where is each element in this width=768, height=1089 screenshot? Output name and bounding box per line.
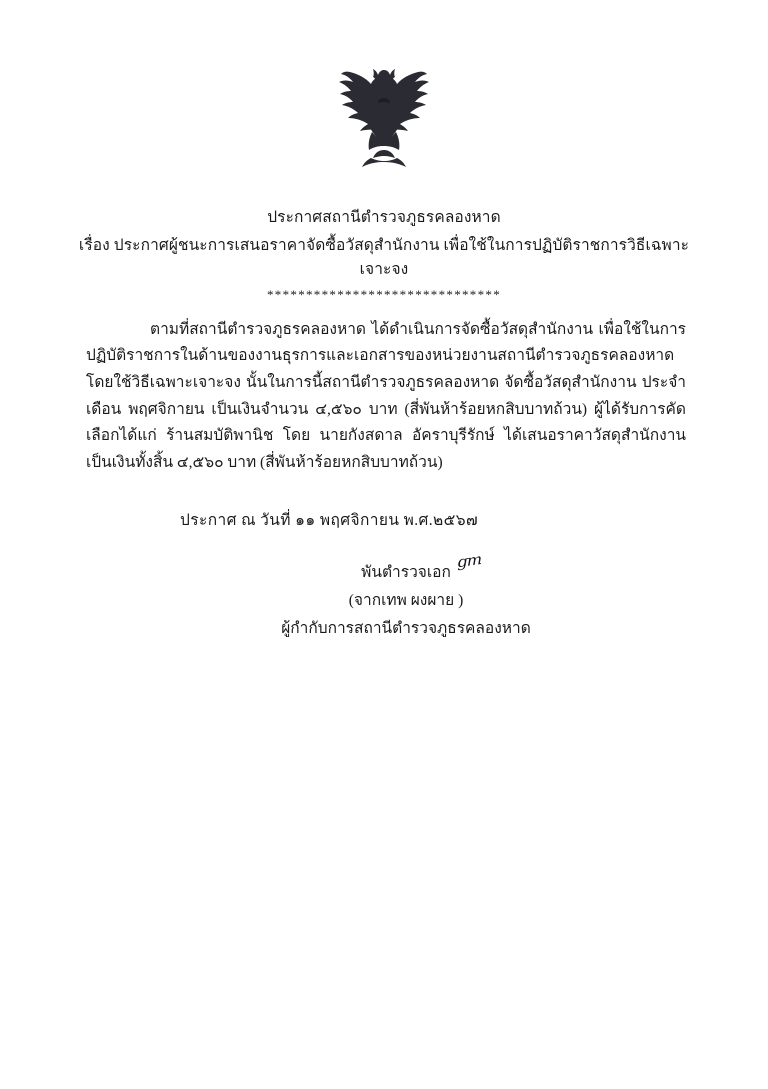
- signer-position: ผู้กำกับการสถานีตำรวจภูธรคลองหาด: [281, 620, 531, 637]
- signature-block: [72, 548, 696, 643]
- signer-name: (จากเทพ ผงผาย ): [348, 592, 464, 610]
- document-body: [72, 317, 696, 477]
- signature-rank-row: [361, 548, 484, 587]
- document-title: ประกาศสถานีตำรวจภูธรคลองหาด: [267, 209, 501, 226]
- announcement-date: ประกาศ ณ วันที่ ๑๑ พฤศจิกายน พ.ศ.๒๕๖๗: [180, 511, 479, 529]
- document-subtitle: เรื่อง ประกาศผู้ชนะการเสนอราคาจัดซื้อวัสดุสำนักงาน เพื่อใช้ในการปฏิบัติราชการวิธีเฉพาะเจาะจง: [78, 237, 690, 278]
- signer-rank: พันตำรวจเอก: [361, 563, 451, 581]
- handwritten-signature: ᵍᵐ: [456, 548, 484, 583]
- emblem-container: [72, 0, 696, 176]
- divider-asterisks: ******************************: [267, 286, 501, 302]
- body-paragraph: ตามที่สถานีตำรวจภูธรคลองหาด ได้ดำเนินการจัดซื้อวัสดุสำนักงาน เพื่อใช้ในการปฏิบัติราชการในด้านของงานธุรการและเอกสารของหน่วยงานสถานีตำรวจภูธรคลองหาด โดยใช้วิธีเฉพาะเจาะจง นั้นในการนี้สถานีตำรวจภูธรคลองหาด จัดซื้อวัสดุสำนักงาน ประจำเดือน พฤศจิกายน เป็นเงินจำนวน ๔,๕๖๐ บาท (สี่พันห้าร้อยหกสิบบาทถ้วน) ผู้ได้รับการคัดเลือกได้แก่ ร้านสมบัติพานิช โดย นายกังสดาล อัคราบุรีรักษ์ ได้เสนอราคาวัสดุสำนักงาน เป็นเงินทั้งสิ้น ๔,๕๖๐ บาท (สี่พันห้าร้อยหกสิบบาทถ้วน): [86, 320, 686, 472]
- garuda-emblem-icon: [322, 58, 446, 176]
